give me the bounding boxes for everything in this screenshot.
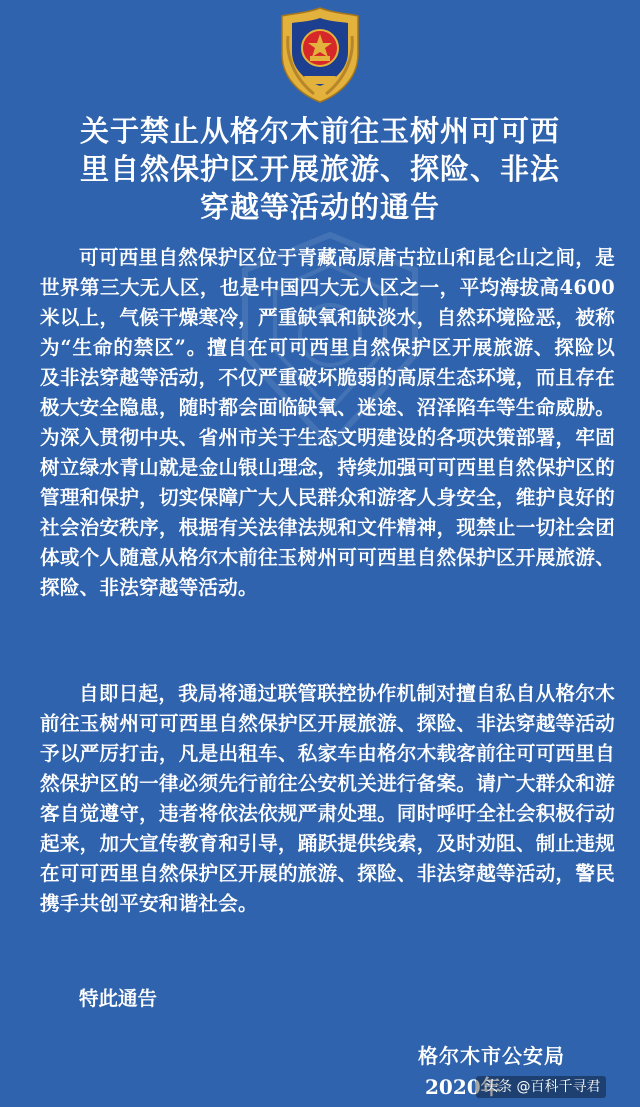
title-line: 关于禁止从格尔木前往玉树州可可西 — [79, 114, 560, 148]
notice-paragraph-1: 可可西里自然保护区位于青藏高原唐古拉山和昆仑山之间，是世界第三大无人区，也是中国四大无人区之一，平均海拔高4600米以上，气候干燥寒冷，严重缺氧和缺淡水，自然环境险恶，被称为“生命的禁区”。擅自在可可西里自然保护区开展旅游、探险以及非法穿越等活动，不仅严重破坏脆弱的高原生态环境，而且存在极大安全隐患，随时都会面临缺氧、迷途、沼泽陷车等生命威胁。为深入贯彻中央、省州市关于生态文明建设的各项决策部署，牢固树立绿水青山就是金山银山理念，持续加强可可西里自然保护区的管理和保护，切实保障广大人民群众和游客人身安全，维护良好的社会治安秩序，根据有关法律法规和文件精神，现禁止一切社会团体或个人随意从格尔木前往玉树州可可西里自然保护区开展旅游、探险、非法穿越等活动。 — [40, 246, 615, 599]
closing-line: 特此通告 — [79, 987, 158, 1010]
police-emblem-icon — [278, 6, 362, 104]
source-watermark: 头条 @百科千寻君 — [476, 1076, 606, 1098]
notice-paragraph-2: 自即日起，我局将通过联管联控协作机制对擅自私自从格尔木前往玉树州可可西里自然保护区开展旅游、探险、非法穿越等活动予以严厉打击，凡是出租车、私家车由格尔木载客前往可可西里自然保护区的一律必须先行前往公安机关进行备案。请广大群众和游客自觉遵守，违者将依法依规严肃处理。同时呼吁全社会积极行动起来，加大宣传教育和引导，踊跃提供线索，及时劝阻、制止违规在可可西里自然保护区开展的旅游、探险、非法穿越等活动，警民携手共创平安和谐社会。 — [40, 682, 615, 915]
issuing-authority: 格尔木市公安局 — [418, 1044, 565, 1068]
title-line: 穿越等活动的通告 — [199, 190, 440, 224]
notice-title — [40, 112, 600, 226]
title-line: 里自然保护区开展旅游、探险、非法 — [79, 152, 560, 186]
issue-date: 2020年 — [425, 1075, 501, 1099]
